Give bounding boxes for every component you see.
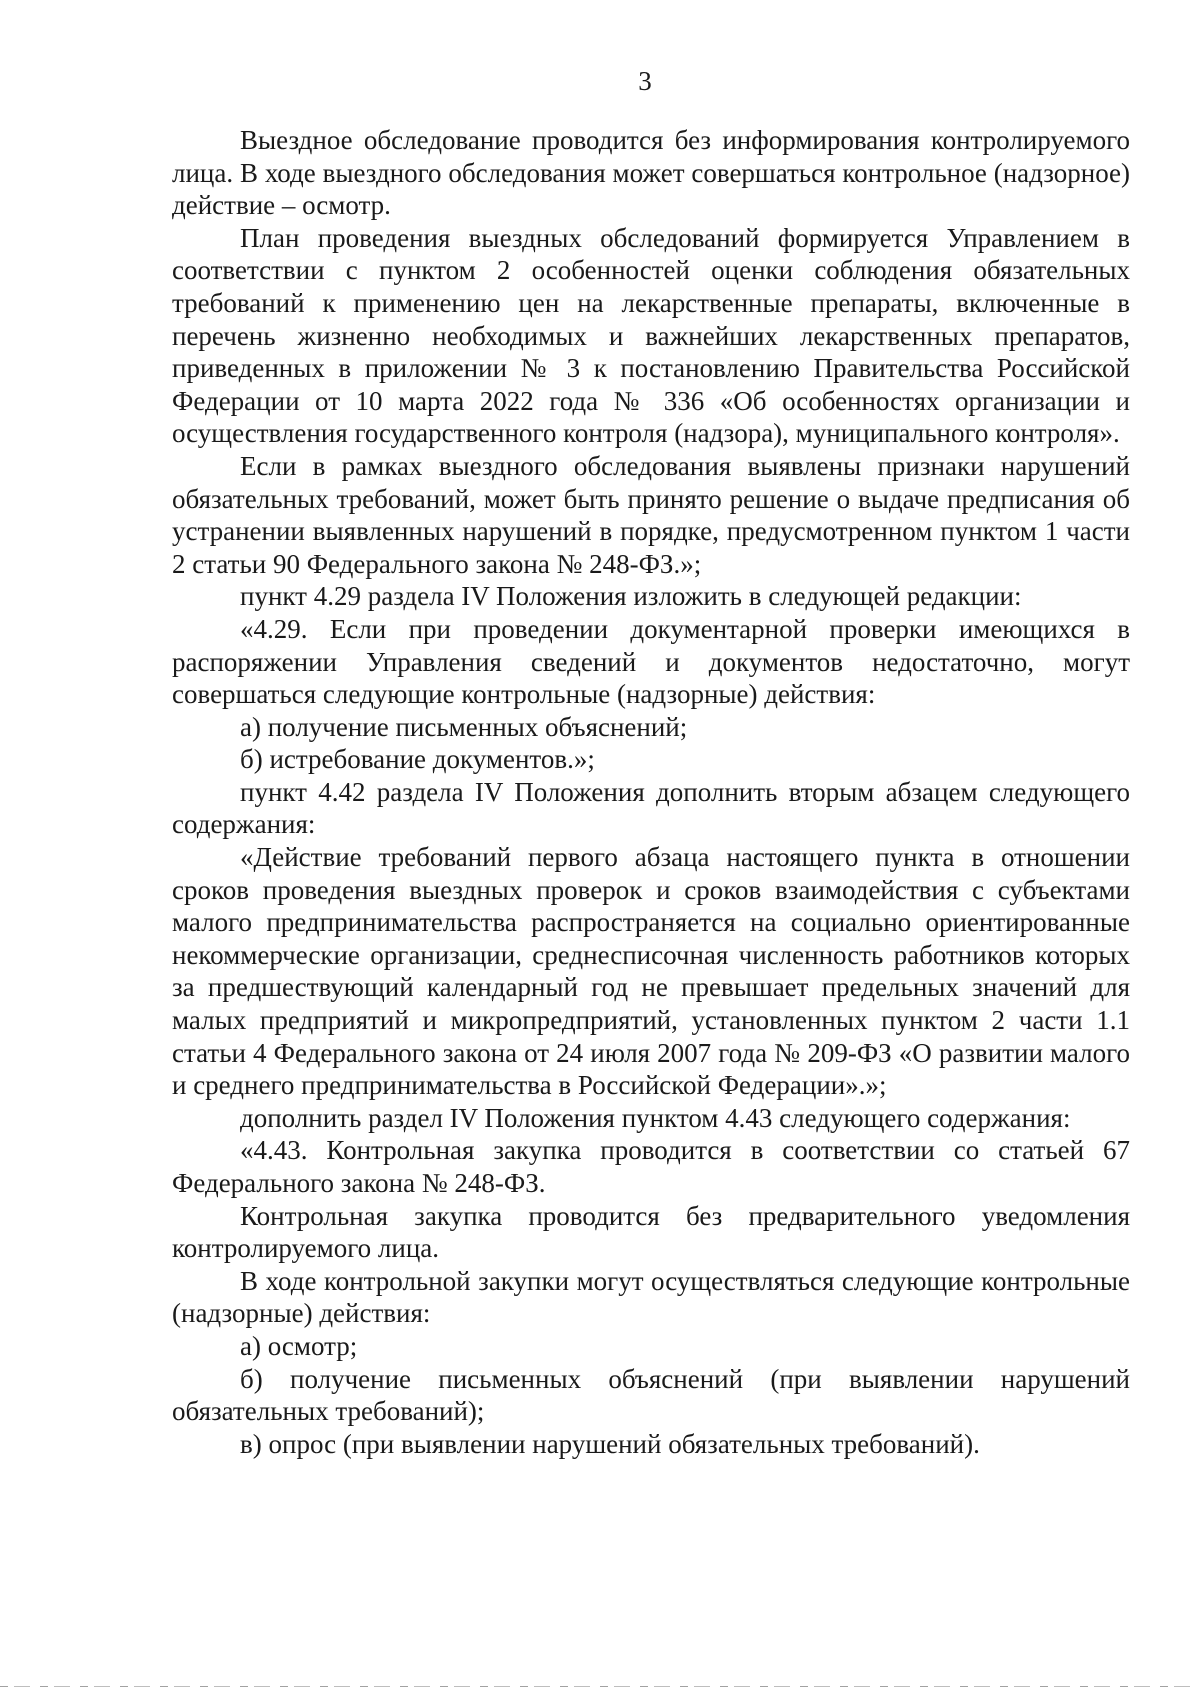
paragraph: Выездное обследование проводится без информирования контролируемого лица. В ходе выездного обследования может совершаться контрольное (надзорное) действие – осмотр. [172,125,1130,221]
paragraph: в) опрос (при выявлении нарушений обязательных требований). [240,1428,980,1459]
document-body [172,124,1130,1460]
paragraph: пункт 4.42 раздела IV Положения дополнить вторым абзацем следующего содержания: [172,776,1130,840]
paragraph: В ходе контрольной закупки могут осуществляться следующие контрольные (надзорные) действия: [172,1265,1130,1329]
scan-artifact-line [0,1686,1200,1687]
paragraph: б) получение письменных объяснений (при выявлении нарушений обязательных требований); [172,1363,1130,1427]
paragraph: Если в рамках выездного обследования выявлены признаки нарушений обязательных требований, может быть принято решение о выдаче предписания об устранении выявленных нарушений в порядке, предусмотренном пунктом 1 части 2 статьи 90 Федерального закона № 248-ФЗ.»; [172,450,1130,579]
paragraph: «Действие требований первого абзаца настоящего пункта в отношении сроков проведения выездных проверок и сроков взаимодействия с субъектами малого предпринимательства распространяется на социально ориентированные некоммерческие организации, среднесписочная численность работников которых за предшествующий календарный год не превышает предельных значений для малых предприятий и микропредприятий, установленных пунктом 2 части 1.1 статьи 4 Федерального закона от 24 июля 2007 года № 209-ФЗ «О развитии малого и среднего предпринимательства в Российской Федерации».»; [172,842,1130,1101]
paragraph: дополнить раздел IV Положения пунктом 4.43 следующего содержания: [240,1102,1071,1133]
page-number: 3 [638,66,652,96]
paragraph: пункт 4.29 раздела IV Положения изложить в следующей редакции: [240,581,1022,612]
paragraph: Контрольная закупка проводится без предварительного уведомления контролируемого лица. [172,1200,1130,1264]
paragraph: а) получение письменных объяснений; [240,711,688,742]
paragraph: б) истребование документов.»; [240,744,595,775]
paragraph: «4.29. Если при проведении документарной проверки имеющихся в распоряжении Управления сведений и документов недостаточно, могут совершаться следующие контрольные (надзорные) действия: [172,613,1130,710]
paragraph: а) осмотр; [240,1330,358,1361]
paragraph: План проведения выездных обследований формируется Управлением в соответствии с пунктом 2 особенностей оценки соблюдения обязательных требований к применению цен на лекарственные препараты, включенные в перечень жизненно необходимых и важнейших лекарственных препаратов, приведенных в приложении № 3 к постановлению Правительства Российской Федерации от 10 марта 2022 года № 336 «Об особенностях организации и осуществления государственного контроля (надзора), муниципального контроля». [172,222,1130,449]
paragraph: «4.43. Контрольная закупка проводится в соответствии со статьей 67 Федерального закона № 248-ФЗ. [172,1135,1130,1198]
